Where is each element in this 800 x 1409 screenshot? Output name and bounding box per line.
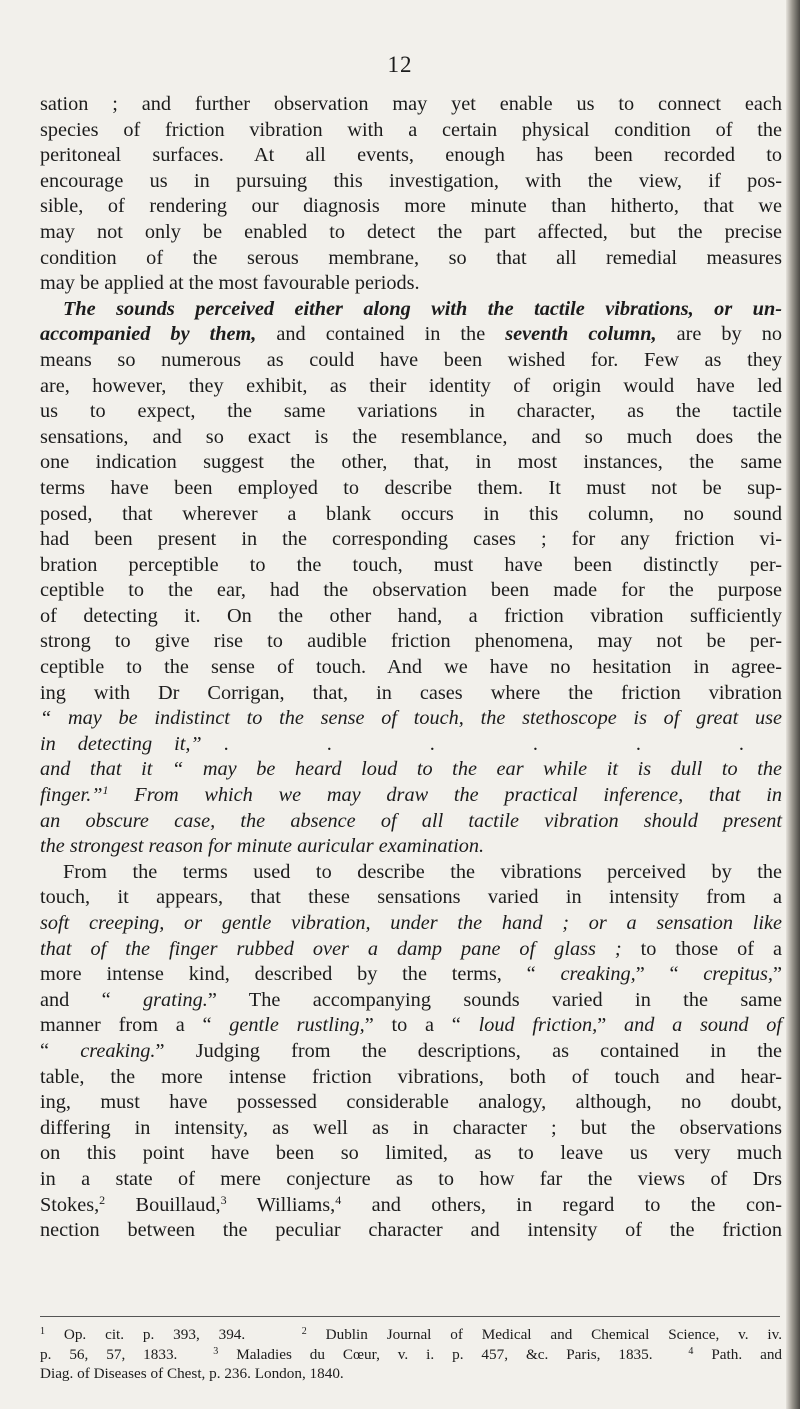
text-line: had been present in the corresponding cases ; for any friction vi-: [40, 528, 782, 551]
footnote-text: Path. and: [693, 1345, 783, 1363]
footnotes: [40, 1325, 782, 1384]
text-line: bration perceptible to the touch, must have been distinctly per-: [40, 553, 782, 576]
emphasis-text: that of the finger rubbed over a damp pane of glass ;: [40, 937, 622, 960]
page-edge-shadow: [786, 0, 800, 1409]
text-line: ing, must have possessed considerable analogy, although, no doubt,: [40, 1091, 782, 1114]
text-run: ” to a “: [364, 1014, 479, 1037]
emphasis-text: and a sound of: [623, 1014, 783, 1037]
footnote-marker: 4: [688, 1345, 694, 1357]
page-number: 12: [387, 52, 413, 77]
emphasis-text: grating.: [143, 988, 208, 1011]
text-line: sation ; and further observation may yet enable us to connect each: [40, 93, 782, 115]
footnote-marker: 2: [301, 1326, 307, 1337]
text-line: [40, 1039, 782, 1065]
text-line: of detecting it. On the other hand, a friction vibration sufficiently: [40, 604, 782, 627]
text-run: manner from a “: [40, 1014, 230, 1037]
footnote-text: Maladies du Cœur, v. i. p. 457, &c. Paris, 1835.: [218, 1345, 653, 1363]
text-line: may not only be enabled to detect the part affected, but the precise: [40, 220, 782, 243]
emphasis-line: the strongest reason for minute auricular examination.: [40, 835, 485, 858]
text-line: on this point have been so limited, as to leave us very much: [40, 1142, 782, 1165]
footnote-marker: 3: [213, 1345, 219, 1357]
quote-text: finger.”: [40, 784, 103, 807]
text-run: Williams,: [226, 1193, 336, 1216]
emphasis-text: loud friction,: [478, 1014, 598, 1037]
footnote-marker: 1: [40, 1326, 45, 1337]
text-run: ”: [772, 963, 782, 986]
text-run: ” The accompanying sounds varied in the same: [207, 988, 782, 1011]
text-line: encourage us in pursuing this investigation, with the view, if pos-: [40, 169, 782, 192]
text-run: more intense kind, described by the terms, “: [40, 963, 561, 986]
text-line: [40, 937, 782, 963]
text-line: posed, that wherever a blank occurs in this column, no sound: [40, 502, 782, 525]
text-line: [40, 322, 782, 348]
text-line: us to expect, the same variations in character, as the tactile: [40, 400, 782, 423]
text-line: may be applied at the most favourable periods.: [40, 272, 420, 295]
text-line: [40, 1193, 782, 1219]
text-run: to those of a: [621, 937, 783, 960]
text-line: condition of the serous membrane, so that all remedial measures: [40, 246, 782, 269]
text-run: ” Judging from the descriptions, as contained in the: [155, 1039, 782, 1062]
footnote-divider: [40, 1316, 780, 1317]
text-line: [40, 962, 782, 988]
text-line: one indication suggest the other, that, in most instances, the same: [40, 451, 782, 474]
text-line: [40, 988, 782, 1014]
text-line: peritoneal surfaces. At all events, enough has been recorded to: [40, 144, 782, 167]
text-line: [40, 1013, 782, 1039]
text-run: ” “: [635, 963, 704, 986]
text-run: Bouillaud,: [105, 1193, 221, 1216]
emphasis-text: gentle rustling,: [229, 1014, 365, 1037]
text-line: in a state of mere conjecture as to how far the views of Drs: [40, 1167, 782, 1190]
footnote-ref: 1: [102, 783, 109, 798]
emphasis-text: The sounds perceived either along with the tactile vibrations, or un-: [63, 297, 782, 320]
footnote-line: [40, 1325, 782, 1345]
footnote-ref: 4: [335, 1192, 342, 1207]
emphasis-line: an obscure case, the absence of all tactile vibration should present: [40, 809, 782, 832]
text-line: ceptible to the ear, had the observation been made for the purpose: [40, 579, 782, 602]
footnote-line: [40, 1345, 782, 1365]
text-line: are, however, they exhibit, as their identity of origin would have led: [40, 374, 782, 397]
emphasis-text: creaking.: [80, 1039, 156, 1062]
text-line: means so numerous as could have been wished for. Few as they: [40, 348, 782, 371]
text-run: “: [40, 1039, 81, 1062]
text-line: species of friction vibration with a certain physical condition of the: [40, 118, 782, 141]
emphasis-text: seventh column,: [505, 323, 657, 346]
text-line: sible, of rendering our diagnosis more minute than hitherto, that we: [40, 195, 782, 218]
emphasis-line: soft creeping, or gentle vibration, under the hand ; or a sensation like: [40, 912, 782, 934]
footnote-ref: 3: [220, 1192, 227, 1207]
text-line: strong to give rise to audible friction phenomena, may not be per-: [40, 630, 782, 653]
text-line: [40, 297, 782, 323]
text-run: are by no: [656, 323, 782, 346]
emphasis-text: creaking,: [560, 963, 636, 986]
text-run: ”: [597, 1014, 624, 1037]
text-run: and others, in regard to the con-: [341, 1193, 782, 1216]
text-run: and “: [40, 988, 144, 1011]
text-line: touch, it appears, that these sensations varied in intensity from a: [40, 886, 782, 909]
footnote-text: p. 56, 57, 1833.: [40, 1345, 178, 1363]
quote-line: and that it “ may be heard loud to the ear while it is dull to the: [40, 758, 782, 781]
text-line: From the terms used to describe the vibrations perceived by the: [63, 860, 782, 883]
footnote-line: Diag. of Diseases of Chest, p. 236. London, 1840.: [40, 1365, 344, 1382]
emphasis-text: accompanied by them,: [40, 323, 257, 346]
quote-text: in detecting it,”: [40, 732, 202, 755]
footnote-text: Op. cit. p. 393, 394.: [45, 1326, 246, 1343]
footnote-text: Dublin Journal of Medical and Chemical Science, v. iv.: [306, 1326, 783, 1343]
text-line: differing in intensity, as well as in character ; but the observations: [40, 1116, 782, 1139]
emphasis-text: crepitus,: [703, 963, 773, 986]
body-text: [40, 92, 782, 1244]
ellipsis-dots: . . . . . .: [223, 732, 782, 755]
quote-line: [40, 783, 782, 809]
footnote-ref: 2: [99, 1192, 106, 1207]
quote-line: “ may be indistinct to the sense of touch, the stethoscope is of great use: [40, 707, 782, 730]
text-run: Stokes,: [40, 1193, 100, 1216]
text-line: sensations, and so exact is the resemblance, and so much does the: [40, 425, 782, 448]
text-line: ceptible to the sense of touch. And we have no hesitation in agree-: [40, 656, 782, 679]
text-line: terms have been employed to describe them. It must not be sup-: [40, 476, 782, 499]
emphasis-text: From which we may draw the practical inference, that in: [108, 784, 782, 807]
quote-line: [40, 732, 782, 758]
text-run: and contained in the: [256, 323, 506, 346]
text-line: ing with Dr Corrigan, that, in cases where the friction vibration: [40, 681, 782, 704]
text-line: nection between the peculiar character and intensity of the friction: [40, 1219, 782, 1242]
text-line: table, the more intense friction vibrations, both of touch and hear-: [40, 1065, 782, 1088]
